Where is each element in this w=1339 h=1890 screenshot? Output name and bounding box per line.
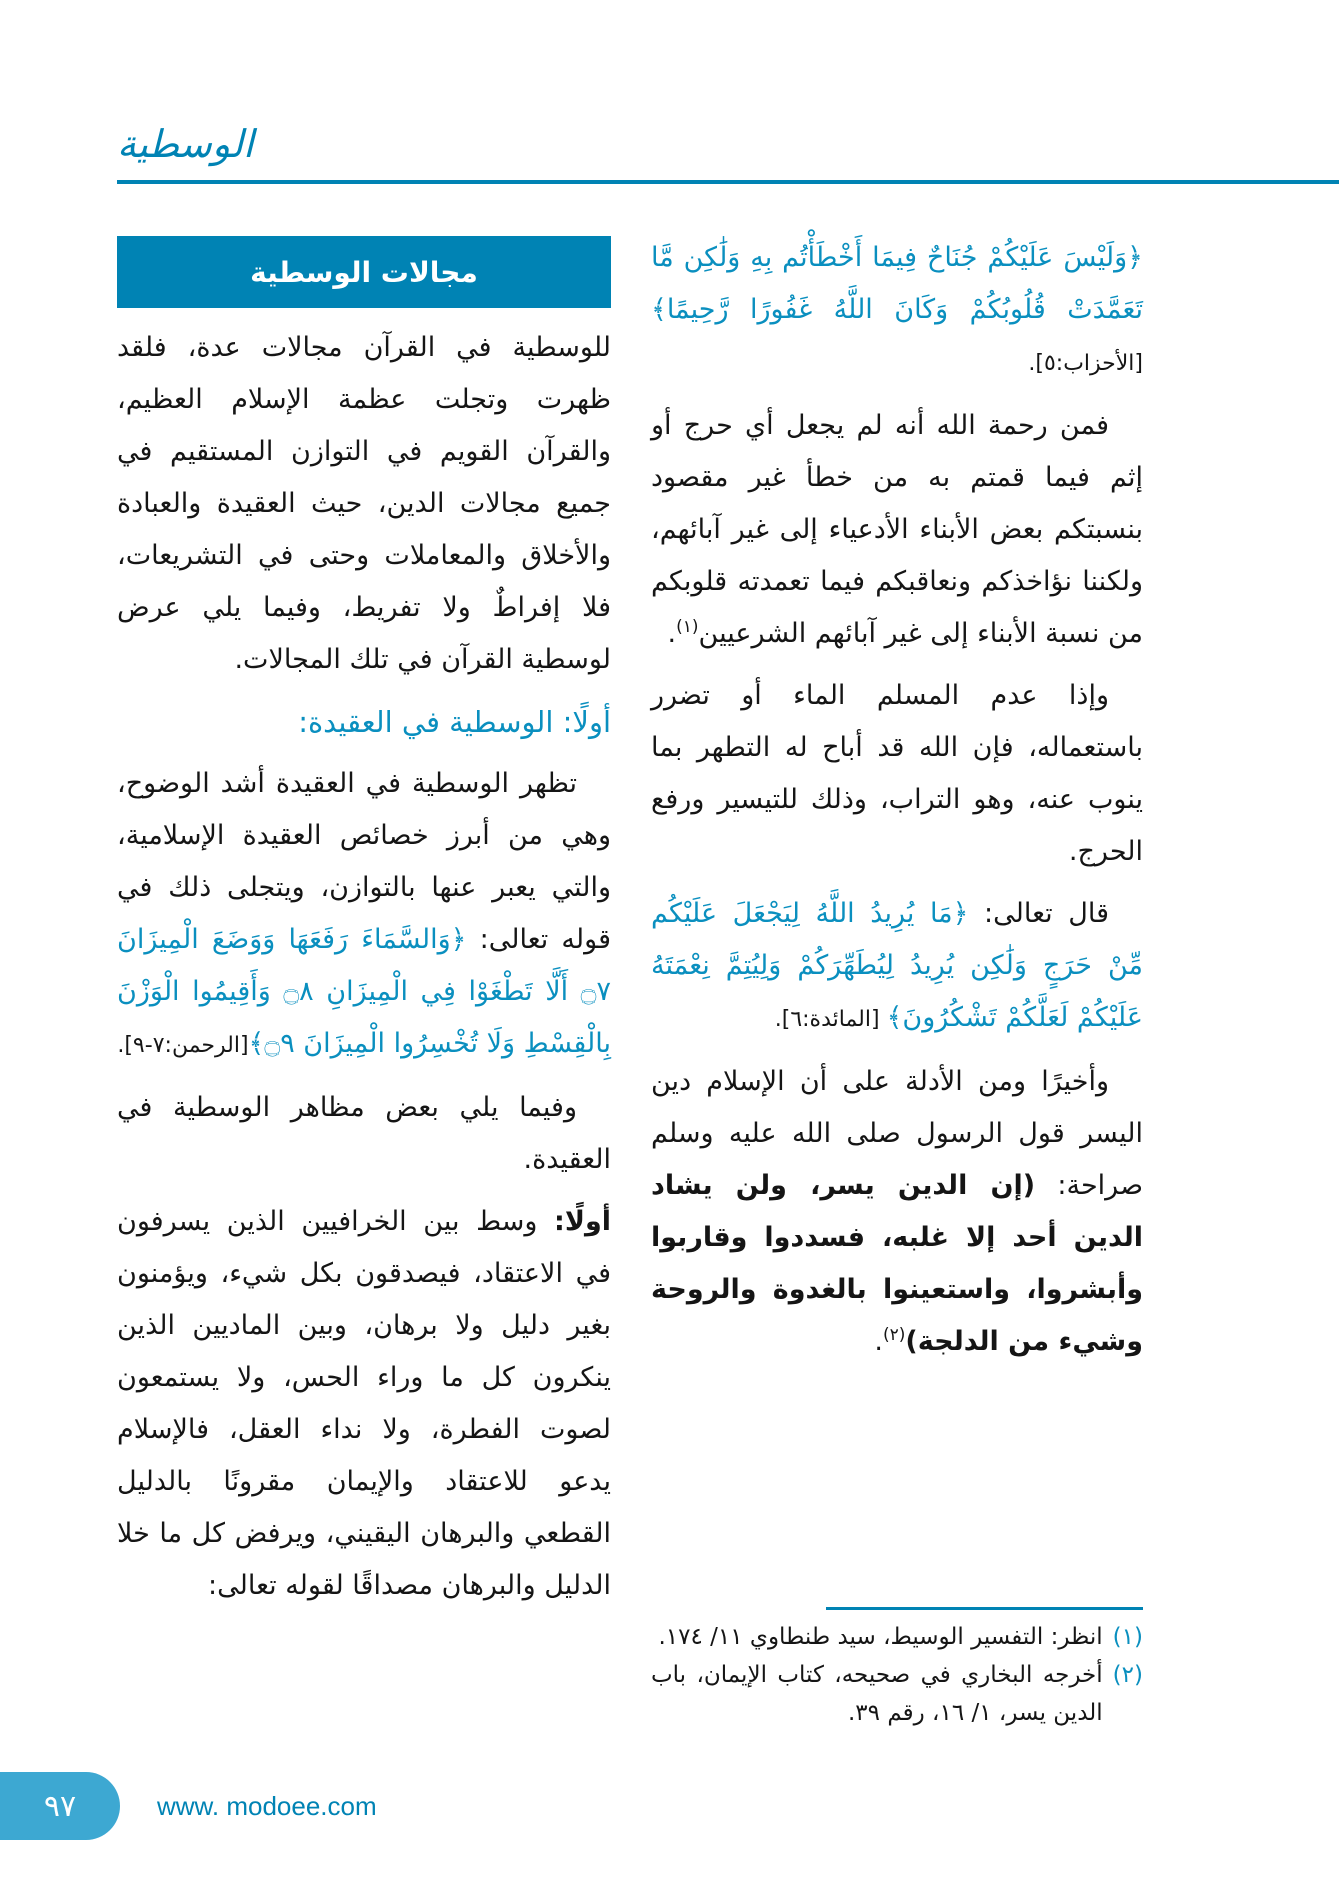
lead-text: قال تعالى:	[968, 898, 1109, 929]
verse-reference: [المائدة:٦].	[774, 1007, 887, 1032]
footnote-number: (٢)	[1112, 1662, 1143, 1688]
header-rule	[117, 180, 1339, 184]
footnote-ref[interactable]: (٢)	[883, 1325, 906, 1345]
hadith-text: (إن الدين يسر، ولن يشاد الدين أحد إلا غلبه، فسددوا وقاربوا وأبشروا، واستعينوا بالغدوة والروحة وشيء من الدلجة)	[651, 1170, 1143, 1357]
verse-block	[651, 232, 1143, 390]
paragraph: وفيما يلي بعض مظاهر الوسطية في العقيدة.	[117, 1092, 611, 1175]
section-title: مجالات الوسطية	[117, 236, 611, 308]
footer	[0, 1772, 377, 1840]
footnote	[651, 1618, 1143, 1656]
footnote-text: انظر: التفسير الوسيط، سيد طنطاوي ١١/ ١٧٤.	[658, 1624, 1103, 1650]
quran-verse: ﴿مَا يُرِيدُ اللَّهُ لِيَجْعَلَ عَلَيْكُم مِّنْ حَرَجٍ وَلَٰكِن يُرِيدُ لِيُطَهِّرَكُمْ وَلِيُتِمَّ نِعْمَتَهُ عَلَيْكُمْ لَعَلَّكُمْ تَشْكُرُونَ﴾	[651, 898, 1143, 1033]
point-label: أولًا:	[554, 1206, 611, 1237]
footnotes	[651, 1618, 1143, 1732]
paragraph: وإذا عدم المسلم الماء أو تضرر باستعماله، فإن الله قد أباح له التطهر بما ينوب عنه، وهو التراب، وذلك للتيسير ورفع الحرج.	[651, 680, 1143, 867]
paragraph	[651, 1056, 1143, 1368]
verse-reference: [الأحزاب:٥].	[1028, 351, 1143, 376]
page-number: ٩٧	[0, 1772, 120, 1840]
paragraph-text: وأخيرًا ومن الأدلة على أن الإسلام دين اليسر قول الرسول صلى الله عليه وسلم صراحة:	[651, 1066, 1143, 1201]
footnote-text: أخرجه البخاري في صحيحه، كتاب الإيمان، باب الدين يسر، ١/ ١٦، رقم ٣٩.	[651, 1662, 1103, 1726]
right-column	[651, 232, 1143, 1732]
paragraph: للوسطية في القرآن مجالات عدة، فلقد ظهرت وتجلت عظمة الإسلام العظيم، والقرآن القويم في التوازن المستقيم في جميع مجالات الدين، حيث العقيدة والعبادة والأخلاق والمعاملات وحتى في التشريعات، فلا إفراطٌ ولا تفريط، وفيما يلي عرض لوسطية القرآن في تلك المجالات.	[117, 332, 611, 675]
paragraph-text: وسط بين الخرافيين الذين يسرفون في الاعتقاد، فيصدقون بكل شيء، ويؤمنون بغير دليل ولا برهان، وبين الماديين الذين ينكرون كل ما وراء الحس، ولا يستمعون لصوت الفطرة، ولا نداء العقل، فالإسلام يدعو للاعتقاد والإيمان مقرونًا بالدليل القطعي والبرهان اليقيني، ويرفض كل ما خلا الدليل والبرهان مصداقًا لقوله تعالى:	[117, 1206, 611, 1601]
paragraph	[651, 400, 1143, 660]
paragraph	[117, 1196, 611, 1612]
left-column	[117, 236, 611, 1622]
footnote-rule	[826, 1607, 1143, 1610]
footnote	[651, 1656, 1143, 1732]
paragraph	[117, 758, 611, 1072]
subheading: أولًا: الوسطية في العقيدة:	[298, 705, 611, 739]
paragraph-text: فمن رحمة الله أنه لم يجعل أي حرج أو إثم فيما قمتم به من خطأ غير مقصود بنسبتكم بعض الأبناء الأدعياء إلى غير آبائهم، ولكننا نؤاخذكم ونعاقبكم فيما تعمدته قلوبكم من نسبة الأبناء إلى غير آبائهم الشرعيين	[651, 410, 1143, 649]
footnote-area	[651, 1587, 1143, 1732]
period: .	[667, 618, 677, 649]
quran-verse: ﴿وَلَيْسَ عَلَيْكُمْ جُنَاحٌ فِيمَا أَخْطَأْتُم بِهِ وَلَٰكِن مَّا تَعَمَّدَتْ قُلُوبُكُمْ وَكَانَ اللَّهُ غَفُورًا رَّحِيمًا﴾	[651, 242, 1143, 325]
verse-reference: [الرحمن:٧-٩].	[117, 1033, 249, 1058]
paragraph	[651, 888, 1143, 1046]
paragraph-text: تظهر الوسطية في العقيدة أشد الوضوح، وهي من أبرز خصائص العقيدة الإسلامية، والتي يعبر عنها بالتوازن، ويتجلى ذلك في قوله تعالى:	[117, 768, 611, 955]
running-title: الوسطية	[117, 122, 254, 166]
period: .	[874, 1326, 883, 1357]
quran-verse: ﴿وَالسَّمَاءَ رَفَعَهَا وَوَضَعَ الْمِيزَانَ ۝٧ أَلَّا تَطْغَوْا فِي الْمِيزَانِ ۝٨ وَأَقِيمُوا الْوَزْنَ بِالْقِسْطِ وَلَا تُخْسِرُوا الْمِيزَانَ ۝٩﴾	[117, 924, 611, 1059]
website-link[interactable]: www. modoee.com	[157, 1790, 377, 1821]
footnote-number: (١)	[1112, 1624, 1143, 1650]
footnote-ref[interactable]: (١)	[676, 617, 699, 637]
